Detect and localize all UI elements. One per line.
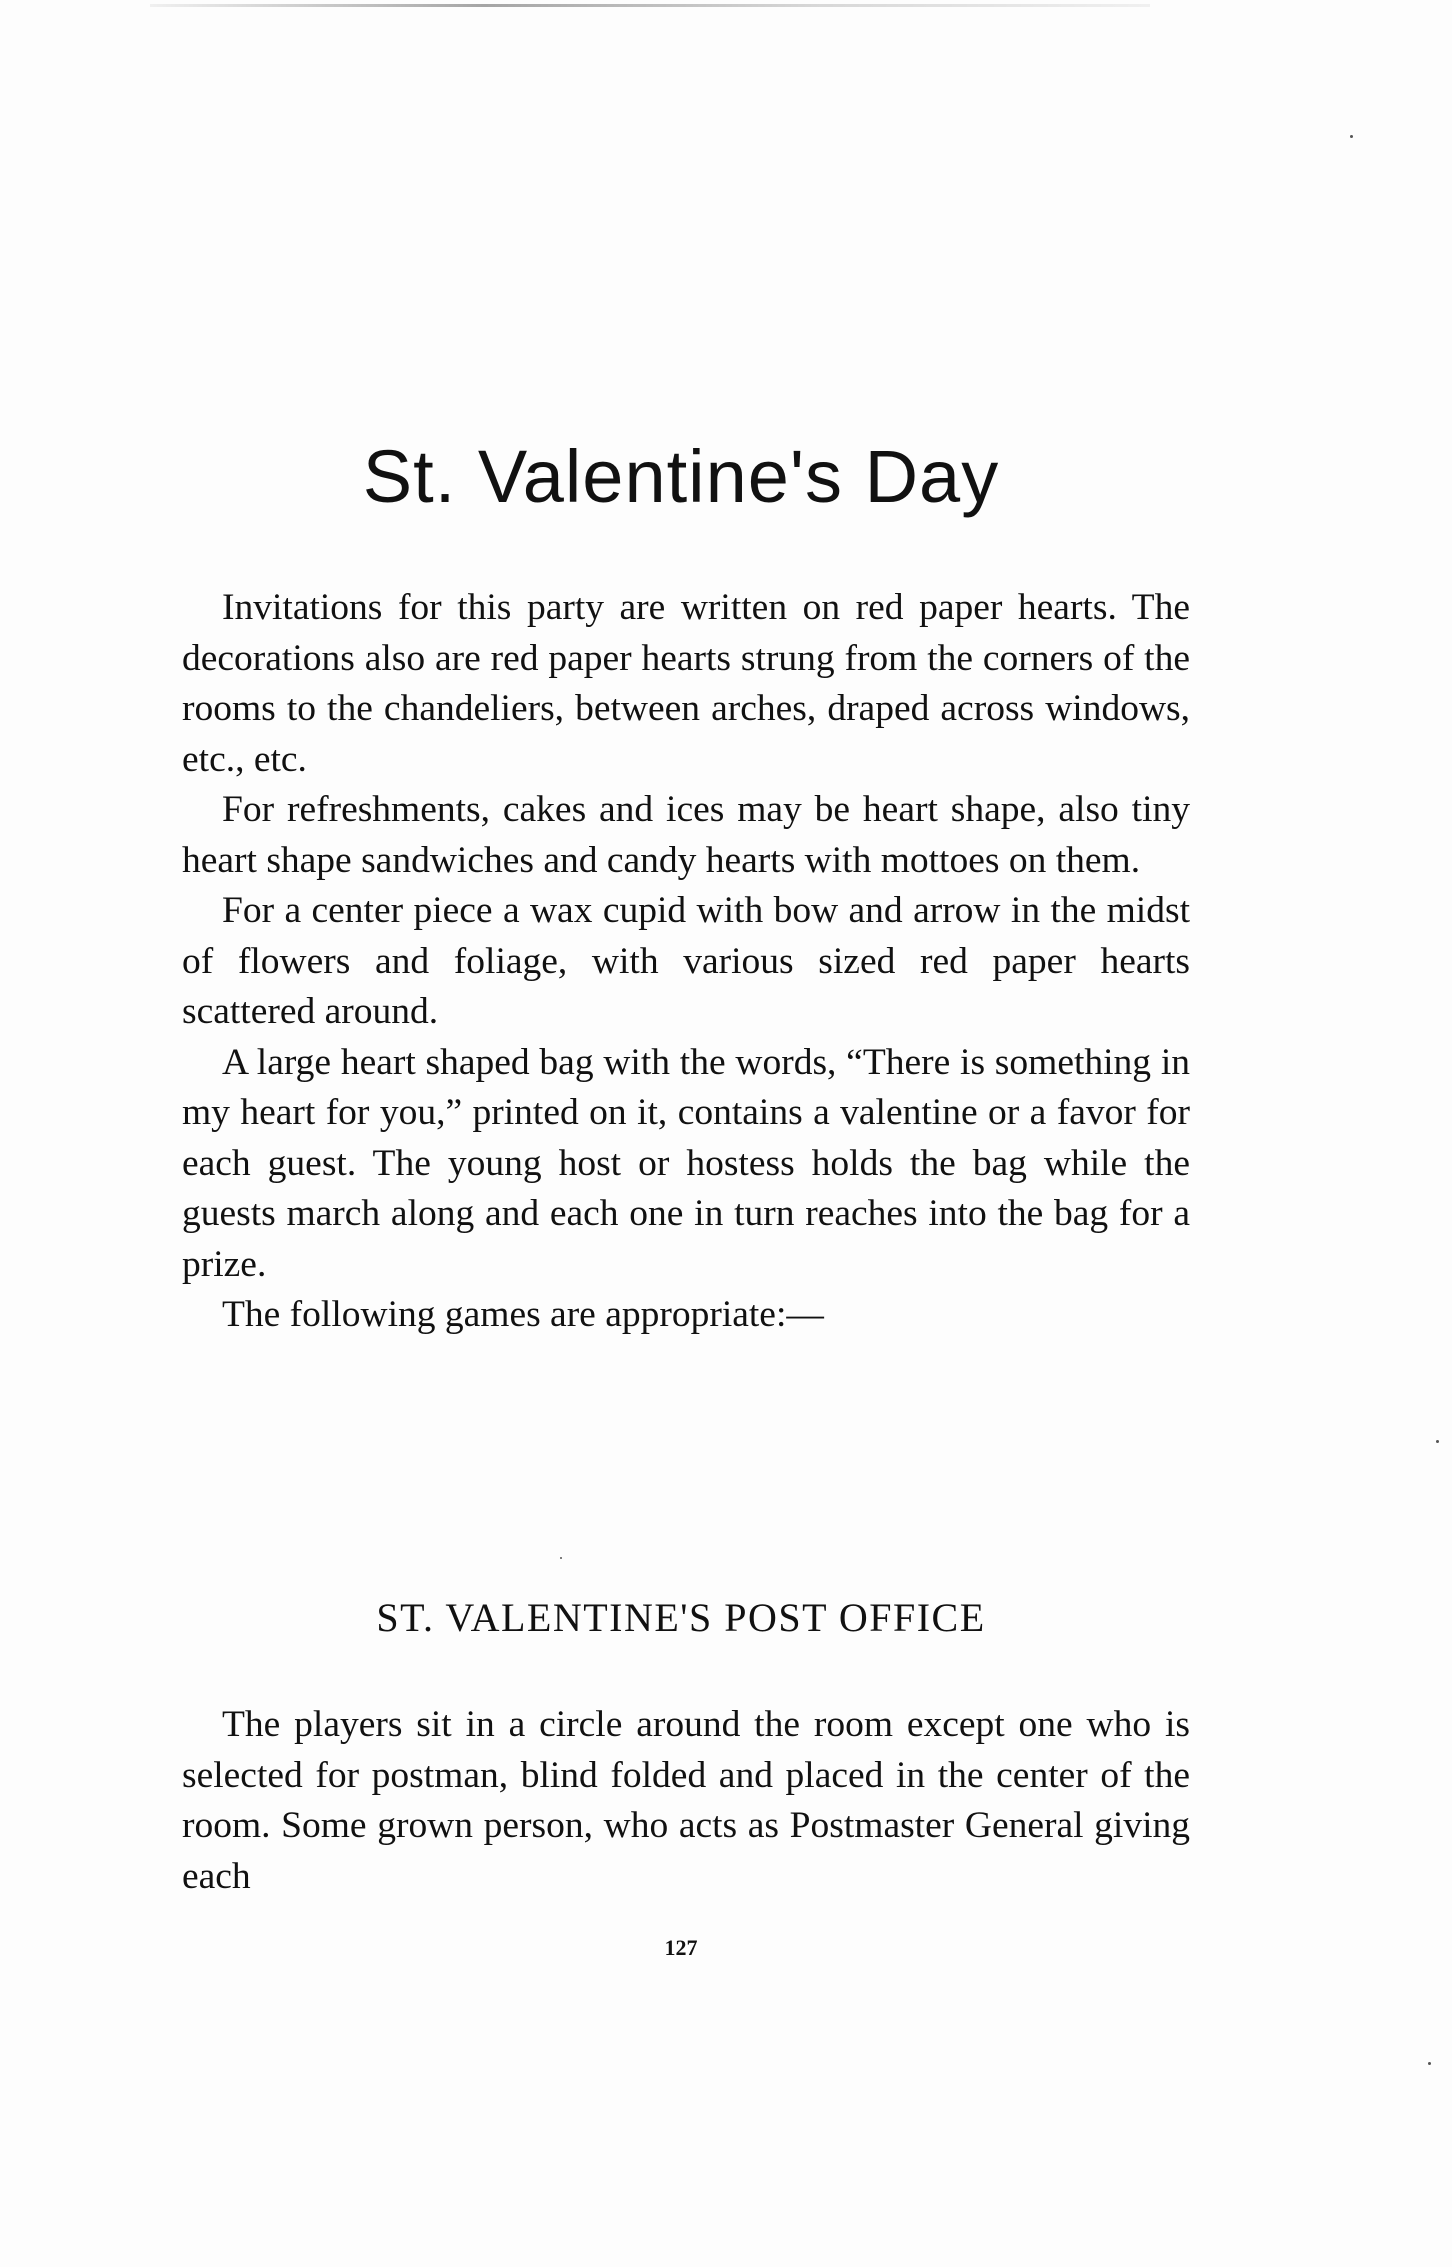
section-text bbox=[182, 1700, 1190, 1902]
page-number: 127 bbox=[664, 1935, 698, 1960]
section-heading: ST. VALENTINE'S POST OFFICE bbox=[376, 1595, 986, 1640]
paragraph-invitations: Invitations for this party are written on red paper hearts. The decorations also are red paper hearts strung from the corners of the rooms to the chandeliers, between arches, draped across windows, etc., etc. bbox=[182, 587, 1190, 780]
paper-speck bbox=[1428, 2062, 1431, 2065]
paper-speck bbox=[560, 1557, 562, 1559]
paper-speck bbox=[1436, 1440, 1439, 1443]
paragraph-heart-bag: A large heart shaped bag with the words, “There is something in my heart for you,” printed on it, contains a valentine or a favor for each guest. The young host or hostess holds the bag while the guests march along and each one in turn reaches into the bag for a prize. bbox=[182, 1041, 1190, 1285]
paragraph-post-office: The players sit in a circle around the room except one who is selected for postman, blind folded and placed in the center of the room. Some grown person, who acts as Postmaster General giving each bbox=[182, 1704, 1190, 1897]
paper-speck bbox=[1350, 135, 1353, 138]
intro-text bbox=[182, 583, 1190, 1341]
page-top-edge bbox=[150, 4, 1150, 7]
paragraph-refreshments: For refreshments, cakes and ices may be heart shape, also tiny heart shape sandwiches and candy hearts with mottoes on them. bbox=[182, 789, 1190, 881]
paragraph-games-intro: The following games are appropriate:— bbox=[222, 1294, 824, 1335]
page-title: St. Valentine's Day bbox=[362, 435, 1000, 518]
paragraph-center-piece: For a center piece a wax cupid with bow and arrow in the midst of flowers and foliage, with various sized red paper hearts scattered around. bbox=[182, 890, 1190, 1032]
